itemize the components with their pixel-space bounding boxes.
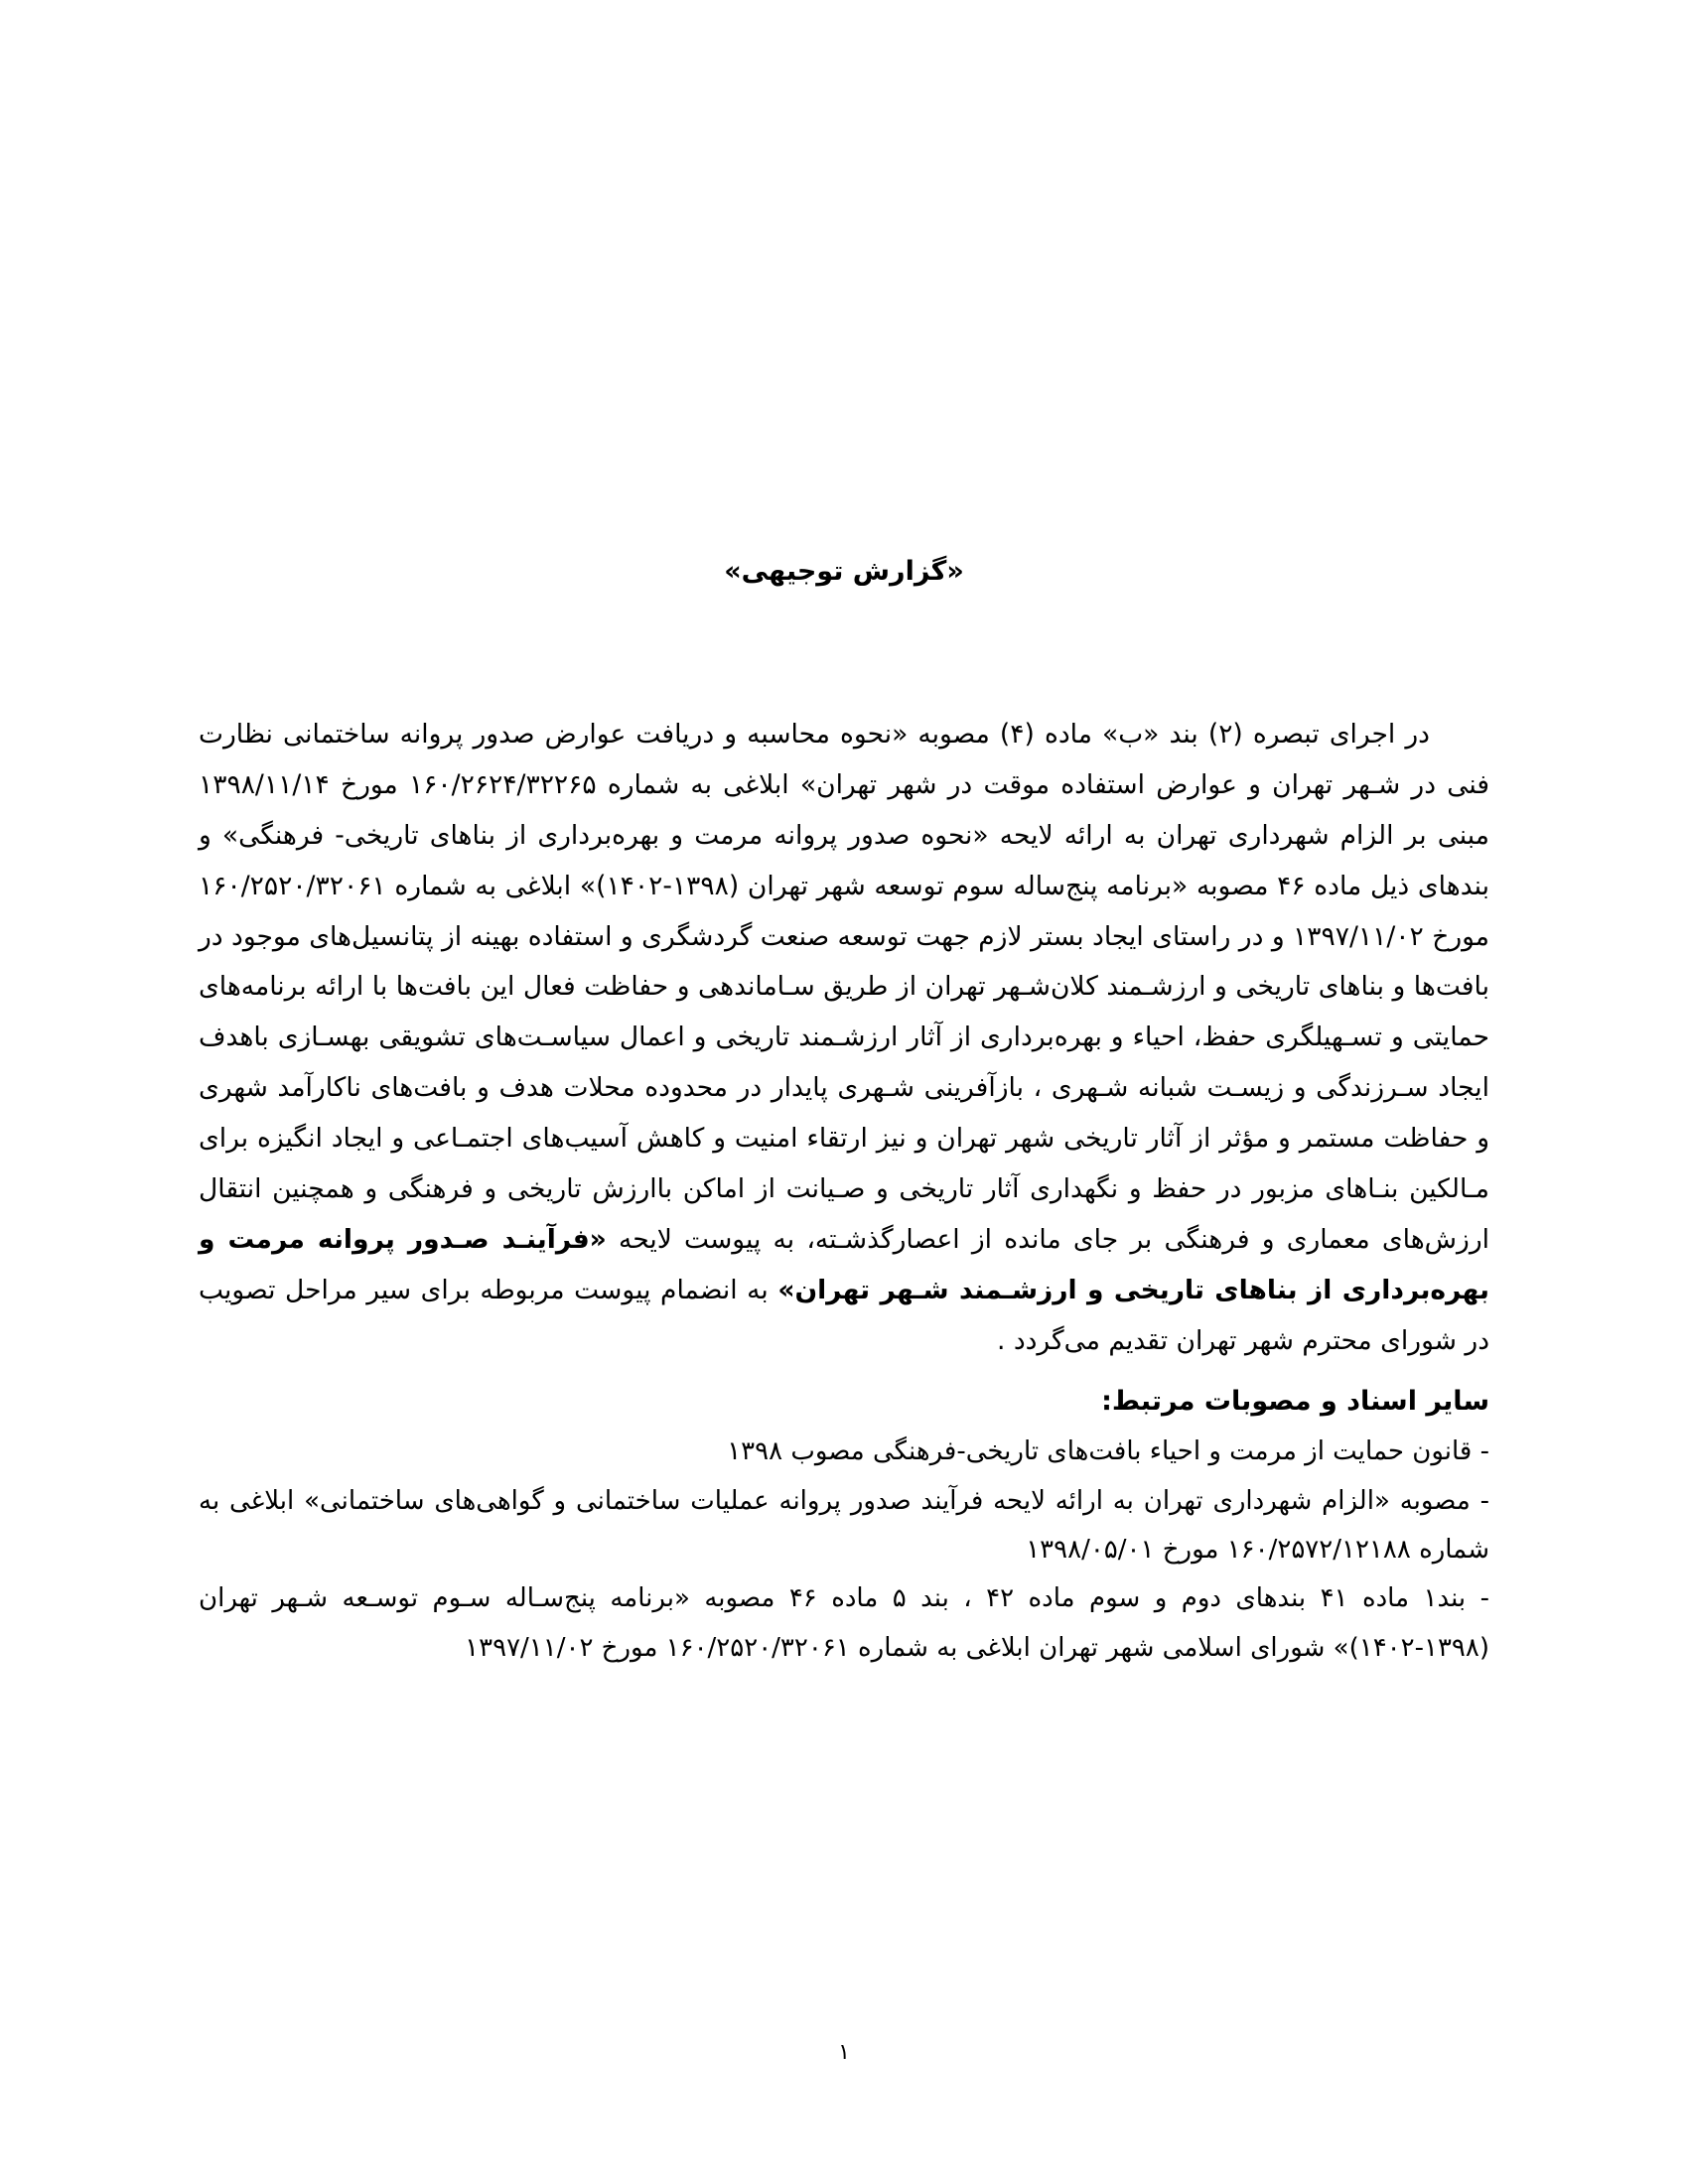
body-paragraph-tail: به انضمام پیوست مربوطه برای سیر مراحل تصویب در شورای محترم شهر تهران تقدیم می‌گردد .: [199, 1274, 1489, 1356]
page-title: «گزارش توجیهی»: [724, 556, 964, 587]
list-item: - قانون حمایت از مرمت و احیاء بافت‌های تاریخی-فرهنگی مصوب ۱۳۹۸: [727, 1436, 1489, 1467]
page-number: ۱: [838, 2040, 850, 2065]
list-item: - مصوبه «الزام شهرداری تهران به ارائه لایحه فرآیند صدور پروانه عملیات ساختمانی و گواهی‌های ساختمانی» ابلاغی به شماره ۱۶۰/۲۵۷۲/۱۲۱۸۸ مورخ ۱۳۹۸/۰۵/۰۱: [199, 1485, 1489, 1565]
bill-title-phrase: «فرآینـد صـدور پروانه مرمت و بهره‌برداری از بناهای تاریخی و ارزشـمند شـهر تهران»: [199, 1223, 1489, 1305]
body-paragraph-text: در اجرای تبصره (۲) بند «ب» ماده (۴) مصوبه «نحوه محاسبه و دریافت عوارض صدور پروانه ساختمانی نظارت فنی در شـهر تهران و عوارض استفاده موقت در شهر تهران» ابلاغی به شماره ۱۶۰/۲۶۲۴/۳۲۲۶۵ مورخ ۱۳۹۸/۱۱/۱۴ مبنی بر الزام شهرداری تهران به ارائه لایحه «نحوه صدور پروانه مرمت و بهره‌برداری از بناهای تاریخی- فرهنگی» و بندهای ذیل ماده ۴۶ مصوبه «برنامه پنج‌ساله سوم توسعه شهر تهران (۱۳۹۸-۱۴۰۲)» ابلاغی به شماره ۱۶۰/۲۵۲۰/۳۲۰۶۱ مورخ ۱۳۹۷/۱۱/۰۲ و در راستای ایجاد بستر لازم جهت توسعه صنعت گردشگری و استفاده بهینه از پتانسیل‌های موجود در بافت‌ها و بناهای تاریخی و ارزشـمند کلان‌شـهر تهران از طریق سـاماندهی و حفاظت فعال این بافت‌ها با ارائه برنامه‌های حمایتی و تسـهیلگری حفظ، احیاء و بهره‌برداری از آثار ارزشـمند تاریخی و اعمال سیاسـت‌های تشویقی بهسـازی باهدف ایجاد سـرزندگی و زیسـت شبانه شـهری ، بازآفرینی شـهری پایدار در محدوده محلات هدف و بافت‌های ناکارآمد شهری و حفاظت مستمر و مؤثر از آثار تاریخی شهر تهران و نیز ارتقاء امنیت و کاهش آسیب‌های اجتمـاعی و ایجاد انگیزه برای مـالکین بنـاهای مزبور در حفظ و نگهداری آثار تاریخی و صـیانت از اماکن باارزش تاریخی و فرهنگی و همچنین انتقال ارزش‌های معماری و فرهنگی بر جای مانده از اعصارگذشـته، به پیوست لایحه: [199, 719, 1489, 1255]
reference-list: [199, 1428, 1489, 1673]
body-paragraph: [199, 710, 1489, 1366]
section-heading: سایر اسناد و مصوبات مرتبط:: [1101, 1386, 1489, 1418]
document-body: [199, 710, 1489, 1673]
list-item: - بند۱ ماده ۴۱ بندهای دوم و سوم ماده ۴۲ ، بند ۵ ماده ۴۶ مصوبه «برنامه پنج‌سـاله سـوم توسـعه شـهر تهران (۱۳۹۸-۱۴۰۲)» شورای اسلامی شهر تهران ابلاغی به شماره ۱۶۰/۲۵۲۰/۳۲۰۶۱ مورخ ۱۳۹۷/۱۱/۰۲: [199, 1583, 1489, 1663]
